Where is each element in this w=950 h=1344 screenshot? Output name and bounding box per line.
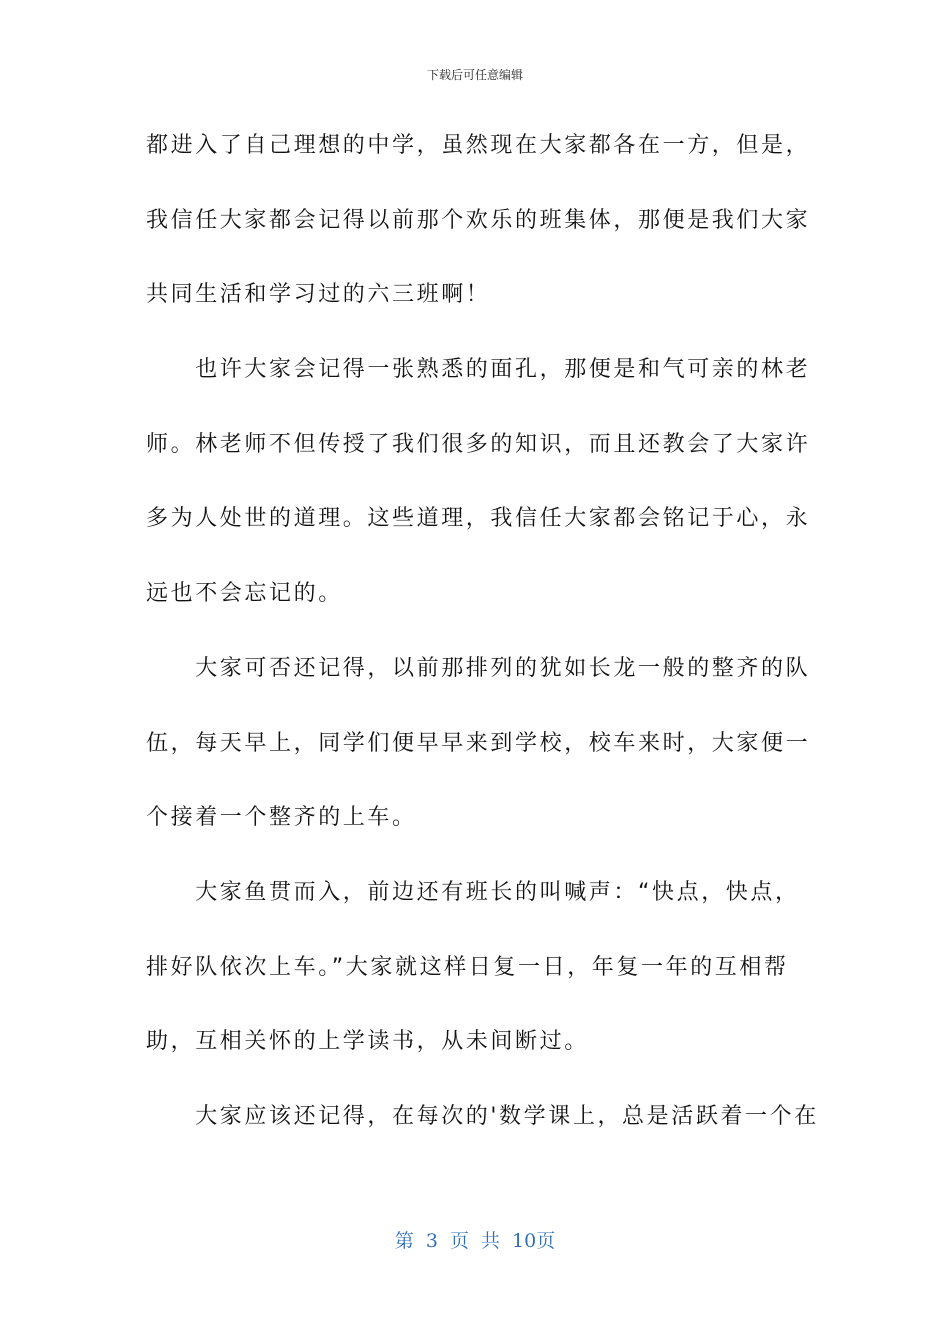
text-line-11: 大家鱼贯而入，前边还有班长的叫喊声：“快点，快点， [146,879,800,905]
text-line-13: 助，互相关怀的上学读书，从未间断过。 [146,1029,589,1055]
document-body [146,120,819,1166]
text-line-8: 大家可否还记得，以前那排列的犹如长龙一般的整齐的队 [146,655,811,681]
text-line-1: 都进入了自己理想的中学，虽然现在大家都各在一方，但是， [146,133,811,158]
page-number-footer: 第 3 页 共 10页 [394,1230,556,1252]
text-line-5: 师。林老师不但传授了我们很多的知识，而且还教会了大家许 [146,431,811,457]
text-line-7: 远也不会忘记的。 [146,581,343,607]
text-line-2: 我信任大家都会记得以前那个欢乐的班集体，那便是我们大家 [146,207,811,233]
text-line-6: 多为人处世的道理。这些道理，我信任大家都会铭记于心，永 [146,506,811,532]
text-line-10: 个接着一个整齐的上车。 [146,805,417,831]
text-line-9: 伍，每天早上，同学们便早早来到学校，校车来时，大家便一 [146,730,811,756]
text-line-14: 大家应该还记得，在每次的'数学课上，总是活跃着一个在 [146,1103,819,1129]
text-line-3: 共同生活和学习过的六三班啊！ [146,282,491,308]
page-header: 下载后可任意编辑 [426,68,523,82]
text-line-12: 排好队依次上车。”大家就这样日复一日，年复一年的互相帮 [146,954,789,980]
text-line-4: 也许大家会记得一张熟悉的面孔，那便是和气可亲的林老 [146,357,811,383]
